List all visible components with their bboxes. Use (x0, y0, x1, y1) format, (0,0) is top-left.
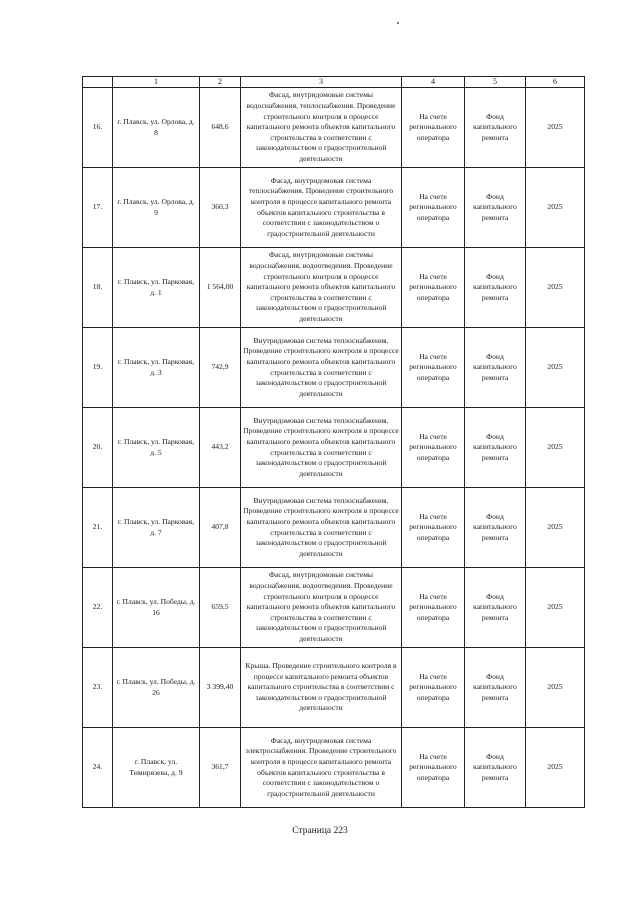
header-cell-3: 3 (241, 77, 402, 88)
row-number: 23. (83, 648, 113, 728)
header-cell-2: 2 (200, 77, 241, 88)
year-cell: 2025 (526, 568, 585, 648)
address-cell: г. Плавск, ул. Победы, д. 26 (113, 648, 200, 728)
area-cell: 3 399,40 (200, 648, 241, 728)
capital-repair-table (82, 76, 585, 808)
table-row (83, 568, 585, 648)
address-cell: г. Плавск, ул. Парковая, д. 7 (113, 488, 200, 568)
year-cell: 2025 (526, 728, 585, 808)
table-row (83, 648, 585, 728)
fund-cell: Фонд капитального ремонта (465, 88, 526, 168)
works-cell: Внутридомовая система теплоснабжения. Проведение строительного контроля в процессе капитального ремонта объектов капитального строительства в соответствии с законодательством о градостроительной деятельности (241, 328, 402, 408)
works-cell: Фасад, внутридомовая система теплоснабжения. Проведение строительного контроля в процессе капитального ремонта объектов капитального строительства в соответствии с законодательством о градостроительной деятельности (241, 168, 402, 248)
row-number: 18. (83, 248, 113, 328)
header-cell-5: 5 (465, 77, 526, 88)
works-cell: Крыша. Проведение строительного контроля в процессе капитального ремонта объектов капитального строительства в соответствии с законодательством о градостроительной деятельности (241, 648, 402, 728)
address-cell: г. Плавск, ул. Орлова, д. 9 (113, 168, 200, 248)
table-row (83, 488, 585, 568)
scan-speck (397, 22, 399, 24)
address-cell: г. Плавск, ул. Парковая, д. 5 (113, 408, 200, 488)
row-number: 20. (83, 408, 113, 488)
fund-cell: Фонд капитального ремонта (465, 168, 526, 248)
header-row (83, 77, 585, 88)
area-cell: 443,2 (200, 408, 241, 488)
header-cell-1: 1 (113, 77, 200, 88)
works-cell: Фасад, внутридомовые системы водоснабжения, водоотведения. Проведение строительного контроля в процессе капитального ремонта объектов капитального строительства в соответствии с законодательством о градостроительной деятельности (241, 568, 402, 648)
year-cell: 2025 (526, 248, 585, 328)
year-cell: 2025 (526, 648, 585, 728)
fund-cell: Фонд капитального ремонта (465, 248, 526, 328)
year-cell: 2025 (526, 168, 585, 248)
year-cell: 2025 (526, 328, 585, 408)
fund-cell: Фонд капитального ремонта (465, 568, 526, 648)
year-cell: 2025 (526, 488, 585, 568)
address-cell: г. Плавск, ул. Победы, д. 16 (113, 568, 200, 648)
address-cell: г. Плавск, ул. Тимирязева, д. 9 (113, 728, 200, 808)
account-cell: На счете регионального оператора (402, 88, 465, 168)
area-cell: 361,7 (200, 728, 241, 808)
account-cell: На счете регионального оператора (402, 408, 465, 488)
account-cell: На счете регионального оператора (402, 728, 465, 808)
address-cell: г. Плавск, ул. Парковая, д. 3 (113, 328, 200, 408)
fund-cell: Фонд капитального ремонта (465, 488, 526, 568)
area-cell: 407,8 (200, 488, 241, 568)
row-number: 16. (83, 88, 113, 168)
works-cell: Фасад, внутридомовые системы водоснабжения, водоотведения. Проведение строительного контроля в процессе капитального ремонта объектов капитального строительства в соответствии с законодательством о градостроительной деятельности (241, 248, 402, 328)
address-cell: г. Плавск, ул. Парковая, д. 1 (113, 248, 200, 328)
row-number: 24. (83, 728, 113, 808)
works-cell: Внутридомовая система теплоснабжения. Проведение строительного контроля в процессе капитального ремонта объектов капитального строительства в соответствии с законодательством о градостроительной деятельности (241, 488, 402, 568)
account-cell: На счете регионального оператора (402, 248, 465, 328)
page-number: Страница 223 (292, 826, 348, 836)
fund-cell: Фонд капитального ремонта (465, 648, 526, 728)
works-cell: Внутридомовая система теплоснабжения. Проведение строительного контроля в процессе капитального ремонта объектов капитального строительства в соответствии с законодательством о градостроительной деятельности (241, 408, 402, 488)
account-cell: На счете регионального оператора (402, 488, 465, 568)
table-row (83, 248, 585, 328)
works-cell: Фасад, внутридомовые системы водоснабжения, теплоснабжения. Проведение строительного контроля в процессе капитального ремонта объектов капитального строительства в соответствии с законодательством о градостроительной деятельности (241, 88, 402, 168)
year-cell: 2025 (526, 408, 585, 488)
fund-cell: Фонд капитального ремонта (465, 728, 526, 808)
area-cell: 1 564,00 (200, 248, 241, 328)
account-cell: На счете регионального оператора (402, 568, 465, 648)
table-row (83, 728, 585, 808)
works-cell: Фасад, внутридомовая система электроснабжения. Проведение строительного контроля в процессе капитального ремонта объектов капитального строительства в соответствии с законодательством о градостроительной деятельности (241, 728, 402, 808)
header-cell-6: 6 (526, 77, 585, 88)
area-cell: 742,9 (200, 328, 241, 408)
row-number: 19. (83, 328, 113, 408)
account-cell: На счете регионального оператора (402, 328, 465, 408)
fund-cell: Фонд капитального ремонта (465, 328, 526, 408)
header-cell-index (83, 77, 113, 88)
area-cell: 360,3 (200, 168, 241, 248)
account-cell: На счете регионального оператора (402, 648, 465, 728)
table-header (83, 77, 585, 88)
row-number: 17. (83, 168, 113, 248)
account-cell: На счете регионального оператора (402, 168, 465, 248)
table-row (83, 328, 585, 408)
row-number: 21. (83, 488, 113, 568)
header-cell-4: 4 (402, 77, 465, 88)
area-cell: 659,5 (200, 568, 241, 648)
table-row (83, 408, 585, 488)
address-cell: г. Плавск, ул. Орлова, д. 8 (113, 88, 200, 168)
table-row (83, 88, 585, 168)
table-body (83, 88, 585, 808)
year-cell: 2025 (526, 88, 585, 168)
table-row (83, 168, 585, 248)
fund-cell: Фонд капитального ремонта (465, 408, 526, 488)
row-number: 22. (83, 568, 113, 648)
area-cell: 648,6 (200, 88, 241, 168)
